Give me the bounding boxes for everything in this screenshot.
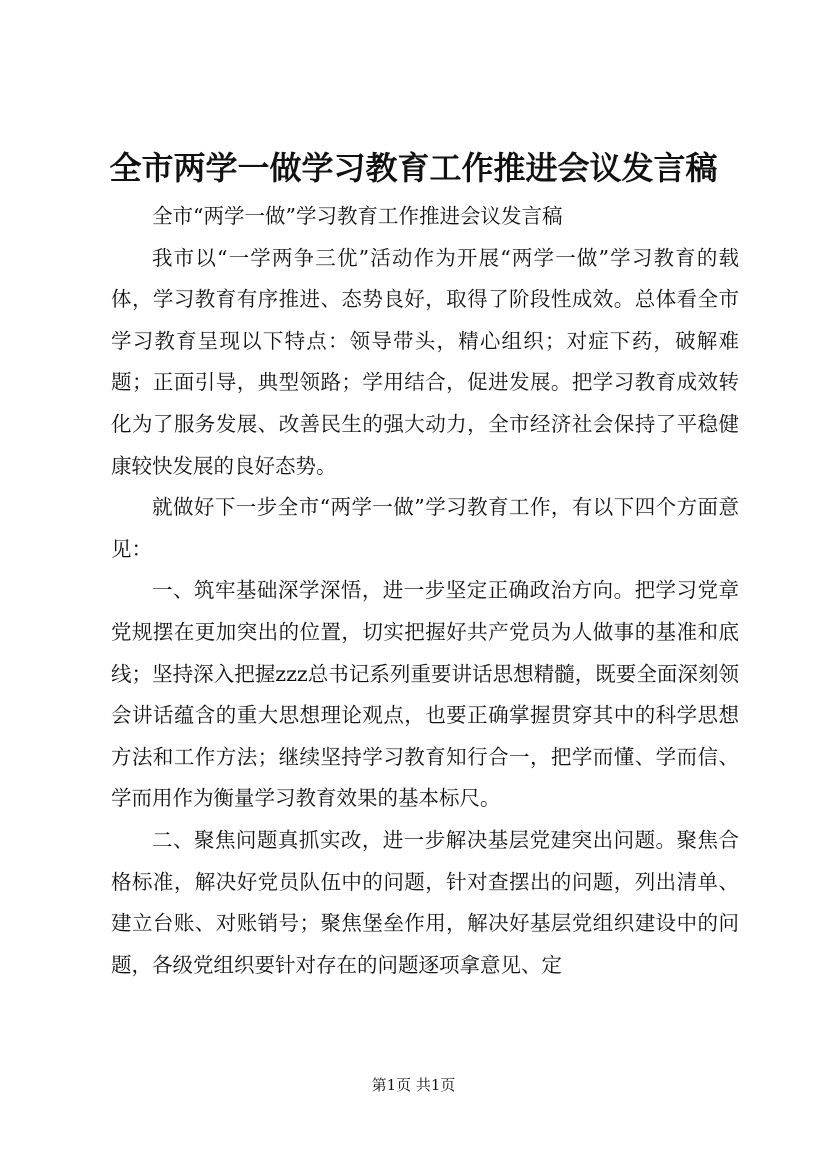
paragraph-opinions-intro: 就做好下一步全市“两学一做”学习教育工作，有以下四个方面意见： [111, 495, 739, 561]
paragraph-point-one: 一、筑牢基础深学深悟，进一步坚定正确政治方向。把学习党章党规摆在更加突出的位置，切实把握好共产党员为人做事的基准和底线；坚持深入把握zzz总书记系列重要讲话思想精髓，既要全面深刻领会讲话蕴含的重大思想理论观点，也要正确掌握贯穿其中的科学思想方法和工作方法；继续坚持学习教育知行合一，把学而懂、学而信、学而用作为衡量学习教育效果的基本标尺。 [111, 578, 739, 811]
paragraph-overview: 我市以“一学两争三优”活动作为开展“两学一做”学习教育的载体，学习教育有序推进、态势良好，取得了阶段性成效。总体看全市学习教育呈现以下特点：领导带头，精心组织；对症下药，破解难题；正面引导，典型领路；学用结合，促进发展。把学习教育成效转化为了服务发展、改善民生的强大动力，全市经济社会保持了平稳健康较快发展的良好态势。 [111, 245, 739, 478]
document-title: 全市两学一做学习教育工作推进会议发言稿 [109, 149, 718, 187]
page-number-footer: 第1页 共1页 [371, 1076, 456, 1094]
paragraph-subtitle: 全市“两学一做”学习教育工作推进会议发言稿 [152, 204, 563, 228]
paragraph-point-two: 二、聚焦问题真抓实改，进一步解决基层党建突出问题。聚焦合格标准，解决好党员队伍中的问题，针对查摆出的问题，列出清单、建立台账、对账销号；聚焦堡垒作用，解决好基层党组织建设中的问题，各级党组织要针对存在的问题逐项拿意见、定 [111, 827, 739, 977]
document-body [111, 196, 739, 986]
